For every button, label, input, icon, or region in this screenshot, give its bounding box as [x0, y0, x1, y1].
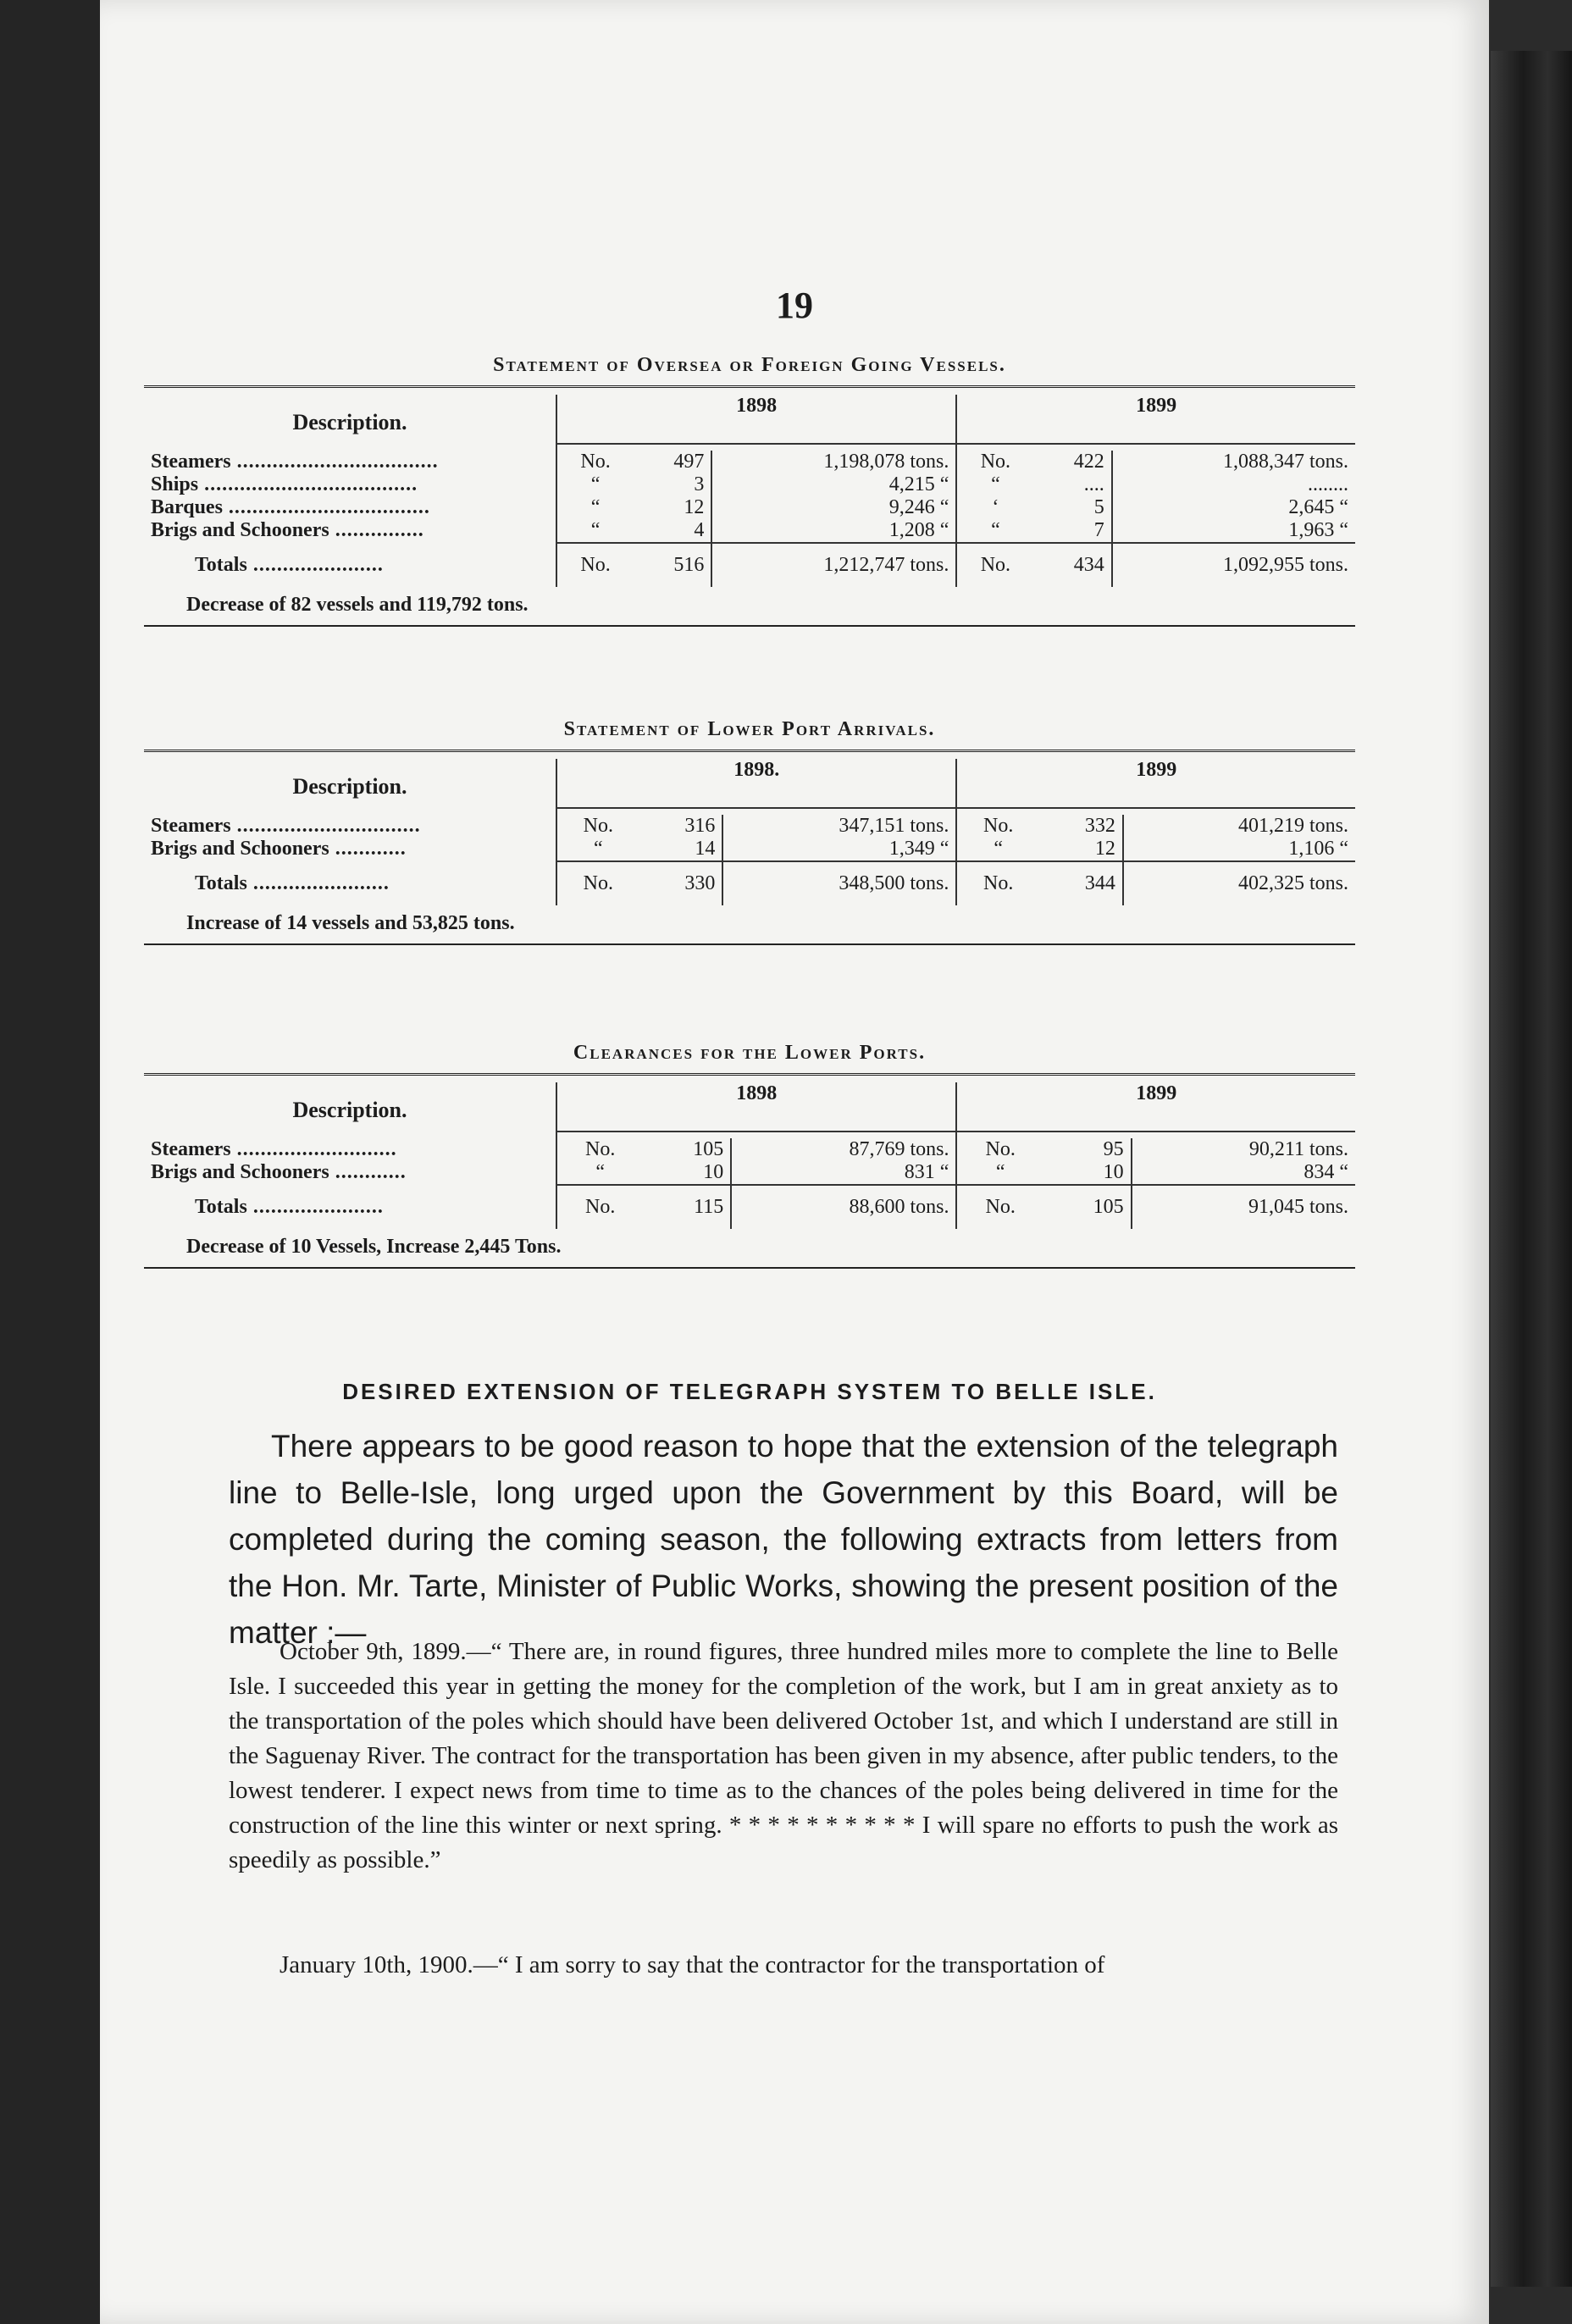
oversea-summary: Decrease of 82 vessels and 119,792 tons. — [186, 594, 529, 616]
scan-background-left — [0, 0, 102, 2324]
divider — [144, 385, 1355, 395]
year-1899: 1899 — [956, 1082, 1355, 1132]
desc-header: Description. — [292, 1098, 407, 1122]
body-paragraph: There appears to be good reason to hope that the extension of the telegraph line to Belle-Isle, long urged upon the Government by this Board, will be completed during the coming season, the following extracts from letters from the Hon. Mr. Tarte, Minister of Public Works, showing the present position of the matter :— — [229, 1429, 1338, 1650]
section-heading: DESIRED EXTENSION OF TELEGRAPH SYSTEM TO BELLE ISLE. — [342, 1379, 1157, 1404]
arrivals-title: Statement of Lower Port Arrivals. — [563, 718, 936, 740]
divider — [144, 943, 1355, 945]
clearances-summary: Decrease of 10 Vessels, Increase 2,445 Tons. — [186, 1236, 562, 1258]
table-row: Steamers ........................... No. 105 87,769 tons. No. 95 90,211 tons. — [144, 1138, 1355, 1161]
table-row: Brigs and Schooners ............ “ 14 1,349 “ “ 12 1,106 “ — [144, 838, 1355, 861]
page-number: 19 — [776, 285, 813, 326]
table-row: Barques .................................. “ 12 9,246 “ ‘ 5 2,645 “ — [144, 496, 1355, 519]
clearances-section — [144, 1042, 1355, 1269]
arrivals-summary: Increase of 14 vessels and 53,825 tons. — [186, 912, 515, 934]
table-row: Brigs and Schooners ............... “ 4 1,208 “ “ 7 1,963 “ — [144, 519, 1355, 543]
table-row: Steamers .................................. No. 497 1,198,078 tons. No. 422 1,088,347 tons. — [144, 451, 1355, 473]
totals-row: Totals ...................... No. 516 1,212,747 tons. No. 434 1,092,955 tons. — [144, 543, 1355, 587]
quote-january: January 10th, 1900.—“ I am sorry to say that the contractor for the transportation of — [280, 1951, 1105, 1978]
year-1899: 1899 — [956, 759, 1355, 808]
oversea-title: Statement of Oversea or Foreign Going Vessels. — [493, 354, 1006, 376]
desc-header: Description. — [292, 410, 407, 434]
divider — [144, 750, 1355, 759]
table-row: Brigs and Schooners ............ “ 10 831 “ “ 10 834 “ — [144, 1161, 1355, 1185]
clearances-table — [144, 1082, 1355, 1229]
year-1898: 1898. — [556, 759, 956, 808]
year-1898: 1898 — [556, 395, 956, 444]
book-spine — [1491, 51, 1572, 2287]
year-1898: 1898 — [556, 1082, 956, 1132]
totals-row: Totals ...................... No. 115 88,600 tons. No. 105 91,045 tons. — [144, 1185, 1355, 1229]
quote-october: October 9th, 1899.—“ There are, in round figures, three hundred miles more to complete the line to Belle Isle. I succeeded this year in getting the money for the completion of the work, but I am in great anxiety as to the transportation of the poles which should have been delivered October 1st, and which I understand are still in the Saguenay River. The contract for the transportation has been given in my absence, after public tenders, to the lowest tenderer. I expect news from time to time as to the chances of the poles being delivered in time for the construction of the line this winter or next spring. * * * * * * * * * * I will spare no efforts to push the work as speedily as possible.” — [229, 1638, 1338, 1873]
oversea-table — [144, 395, 1355, 587]
year-1899: 1899 — [956, 395, 1355, 444]
desc-header: Description. — [292, 774, 407, 799]
divider — [144, 1267, 1355, 1269]
divider — [144, 625, 1355, 627]
clearances-title: Clearances for the Lower Ports. — [573, 1042, 927, 1064]
divider — [144, 1073, 1355, 1082]
arrivals-table — [144, 759, 1355, 905]
table-row: Ships .................................... “ 3 4,215 “ “ .... ........ — [144, 473, 1355, 496]
oversea-section — [144, 354, 1355, 627]
arrivals-section — [144, 718, 1355, 945]
totals-row: Totals ....................... No. 330 348,500 tons. No. 344 402,325 tons. — [144, 861, 1355, 905]
table-row: Steamers ............................... No. 316 347,151 tons. No. 332 401,219 tons. — [144, 815, 1355, 838]
